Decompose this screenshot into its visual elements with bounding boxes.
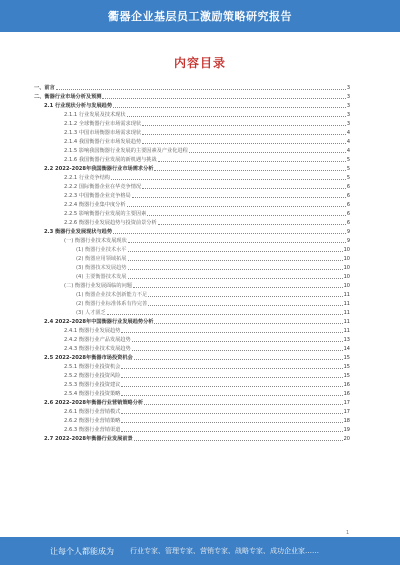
toc-entry-page: 19 [343,427,350,433]
toc-leader-dots [148,305,342,306]
toc-entry-page: 6 [346,211,350,217]
toc-leader-dots [121,377,342,378]
toc-leader-dots [158,161,346,162]
toc-entry-page: 11 [343,328,350,334]
toc-entry-page: 11 [343,292,350,298]
toc-leader-dots [121,332,342,333]
toc-leader-dots [121,431,342,432]
toc-entry-label: 2.6.3 衡器行业营销渠道 [64,427,121,433]
toc-leader-dots [158,224,346,225]
toc-entry-label: 2.2.2 国际衡器企业在华竞争情况 [64,184,142,190]
toc-entry-label: 2.1.2 全球衡器行业市场需求现状 [64,121,142,127]
toc-leader-dots [127,206,346,207]
toc-entry-page: 10 [343,247,350,253]
toc-entry-label: (一) 衡器行业技术发展现状 [64,238,127,244]
toc-entry-page: 3 [346,121,350,127]
toc-leader-dots [147,215,346,216]
toc-entry-label: 2.4 2022-2028年中国衡器行业发展趋势分析 [44,319,154,325]
toc-entry[interactable] [0,325,400,334]
toc-entry[interactable] [0,361,400,370]
toc-entry-label: 2.6 2022-2028年衡器行业营销策略分析 [44,400,144,406]
toc-entry-label: 2.1 行业现状分析与发展趋势 [44,103,113,109]
toc-leader-dots [128,251,343,252]
toc-entry[interactable] [0,109,400,118]
page-number: 1 [346,530,350,536]
toc-entry-label: 2.5.4 衡器行业投资策略 [64,391,121,397]
toc-leader-dots [128,242,346,243]
toc-entry[interactable] [0,370,400,379]
toc-entry-page: 15 [343,364,350,370]
footer-slogan: 让每个人都能成为 [50,546,114,556]
toc-entry-page: 10 [343,274,350,280]
toc-leader-dots [121,422,342,423]
table-of-contents [0,82,400,442]
toc-entry[interactable] [0,253,400,262]
toc-leader-dots [148,296,342,297]
toc-entry-label: 2.4.3 衡器行业技术发展趋势 [64,346,131,352]
toc-entry[interactable] [0,91,400,100]
toc-entry[interactable] [0,190,400,199]
toc-entry[interactable] [0,100,400,109]
toc-entry-label: 2.1.3 中国市场衡器市场需求现状 [64,130,142,136]
toc-entry[interactable] [0,82,400,91]
toc-entry-page: 3 [346,85,350,91]
toc-entry[interactable] [0,172,400,181]
footer-tagline: 行业专家、管理专家、营销专家、战略专家、成功企业家…… [130,547,319,555]
toc-entry[interactable] [0,262,400,271]
footer-bar [0,537,400,565]
toc-entry-page: 10 [343,265,350,271]
toc-entry-label: (3) 人才匮乏 [76,310,106,316]
toc-entry[interactable] [0,298,400,307]
toc-entry[interactable] [0,289,400,298]
toc-entry-page: 11 [343,319,350,325]
toc-entry[interactable] [0,415,400,424]
toc-entry-label: 2.7 2022-2028年衡器行业发展前景 [44,436,133,442]
toc-leader-dots [128,260,343,261]
toc-entry-label: 2.5 2022-2028年衡器市场投资机会 [44,355,133,361]
toc-entry[interactable] [0,388,400,397]
toc-entry-page: 20 [343,436,350,442]
toc-entry[interactable] [0,307,400,316]
toc-entry[interactable] [0,271,400,280]
toc-entry[interactable] [0,163,400,172]
toc-entry-label: 2.2.3 中国衡器企业竞争格局 [64,193,131,199]
toc-entry-page: 16 [343,382,350,388]
toc-entry-page: 5 [346,175,350,181]
toc-leader-dots [113,233,346,234]
toc-leader-dots [133,287,343,288]
toc-entry[interactable] [0,226,400,235]
toc-leader-dots [132,350,343,351]
toc-leader-dots [121,413,342,414]
toc-entry-label: 2.3 衡器行业发展现状与趋势 [44,229,113,235]
toc-entry-label: 2.5.2 衡器行业投资风险 [64,373,121,379]
toc-entry-label: 2.2 2022-2028年我国衡器行业市场需求分析 [44,166,154,172]
toc-leader-dots [121,368,342,369]
toc-entry[interactable] [0,334,400,343]
toc-entry-label: 2.1.1 行业发展及技术现状 [64,112,126,118]
toc-entry-page: 13 [343,337,350,343]
toc-entry-label: (4) 主要衡器技术发展 [76,274,127,280]
toc-entry-label: (二) 衡器行业发展面临的问题 [64,283,132,289]
toc-entry-page: 6 [346,220,350,226]
toc-entry-page: 16 [343,391,350,397]
toc-entry-page: 11 [343,301,350,307]
document-page [0,32,400,537]
toc-entry[interactable] [0,118,400,127]
toc-entry-label: 2.4.1 衡器行业发展趋势 [64,328,121,334]
toc-entry[interactable] [0,181,400,190]
toc-entry-label: 2.5.1 衡器行业投资机会 [64,364,121,370]
toc-entry-page: 6 [346,202,350,208]
toc-leader-dots [134,440,343,441]
toc-heading: 内容目录 [173,56,226,70]
toc-entry-page: 4 [346,130,350,136]
toc-entry-label: 2.2.6 衡器行业发展趋势与投资前景分析 [64,220,157,226]
toc-leader-dots [154,170,345,171]
toc-entry-page: 10 [343,283,350,289]
toc-leader-dots [144,404,343,405]
toc-entry-label: 2.2.5 影响衡器行业发展的主要因素 [64,211,147,217]
toc-leader-dots [134,359,343,360]
toc-entry-page: 3 [346,94,350,100]
toc-entry-page: 11 [343,310,350,316]
toc-entry[interactable] [0,199,400,208]
toc-entry[interactable] [0,316,400,325]
toc-entry-label: (1) 衡器企业技术创新能力不足 [76,292,148,298]
toc-leader-dots [189,152,346,153]
toc-entry[interactable] [0,379,400,388]
toc-leader-dots [113,107,346,108]
toc-leader-dots [128,278,343,279]
toc-entry-label: (3) 衡器技术发展趋势 [76,265,127,271]
toc-leader-dots [142,134,346,135]
toc-entry-label: 2.1.5 影响我国衡器行业发展的主要因素及产业化进程 [64,148,188,154]
toc-leader-dots [121,395,342,396]
toc-entry-label: (2) 衡器行业标准体系有待完善 [76,301,148,307]
toc-entry-page: 5 [346,157,350,163]
toc-entry-label: 二、衡器行业市场分析及预测 [34,94,102,100]
toc-entry-page: 18 [343,418,350,424]
document-title: 衢器企业基层员工激励策略研究报告 [108,10,292,23]
toc-entry-label: 2.5.3 衡器行业投资建议 [64,382,121,388]
toc-entry[interactable] [0,424,400,433]
toc-entry[interactable] [0,154,400,163]
toc-entry-page: 6 [346,193,350,199]
toc-entry[interactable] [0,433,400,442]
toc-leader-dots [107,314,343,315]
toc-entry-page: 17 [343,400,350,406]
header-bar [0,0,400,32]
toc-entry[interactable] [0,280,400,289]
toc-leader-dots [132,197,346,198]
toc-leader-dots [154,323,342,324]
toc-leader-dots [132,341,343,342]
toc-entry-label: (2) 衡器应用领域拓展 [76,256,127,262]
toc-entry-page: 9 [346,229,350,235]
toc-leader-dots [56,89,346,90]
toc-entry-label: (1) 衡器行业技术水平 [76,247,127,253]
toc-entry-page: 14 [343,346,350,352]
toc-entry[interactable] [0,145,400,154]
toc-entry-page: 10 [343,256,350,262]
toc-leader-dots [128,269,343,270]
toc-leader-dots [142,143,346,144]
toc-entry-label: 2.2.1 行业竞争结构 [64,175,110,181]
toc-entry-page: 3 [346,103,350,109]
toc-entry-page: 4 [346,139,350,145]
toc-entry-page: 4 [346,148,350,154]
toc-entry[interactable] [0,352,400,361]
toc-entry-page: 15 [343,373,350,379]
toc-entry-page: 5 [346,166,350,172]
toc-leader-dots [127,116,346,117]
toc-entry-page: 17 [343,409,350,415]
toc-entry[interactable] [0,406,400,415]
toc-entry[interactable] [0,244,400,253]
toc-entry-page: 15 [343,355,350,361]
toc-entry-page: 3 [346,112,350,118]
toc-entry-page: 6 [346,184,350,190]
toc-entry-label: 2.6.1 衡器行业营销模式 [64,409,121,415]
toc-entry[interactable] [0,127,400,136]
toc-entry[interactable] [0,397,400,406]
toc-entry[interactable] [0,217,400,226]
toc-leader-dots [121,386,342,387]
toc-entry-page: 9 [346,238,350,244]
toc-entry[interactable] [0,343,400,352]
toc-entry-label: 2.2.4 衡器行业集中度分析 [64,202,126,208]
toc-entry[interactable] [0,136,400,145]
toc-entry-label: 一、前言 [34,85,55,91]
toc-entry[interactable] [0,208,400,217]
toc-leader-dots [102,98,345,99]
toc-entry-label: 2.1.6 我国衡器行业发展的新机遇与挑战 [64,157,157,163]
toc-entry[interactable] [0,235,400,244]
toc-leader-dots [142,125,346,126]
toc-entry-label: 2.1.4 我国衡器行业市场发展趋势 [64,139,142,145]
toc-leader-dots [111,179,346,180]
toc-leader-dots [142,188,346,189]
toc-entry-label: 2.4.2 衡器行业产品发展趋势 [64,337,131,343]
toc-entry-label: 2.6.2 衡器行业营销策略 [64,418,121,424]
